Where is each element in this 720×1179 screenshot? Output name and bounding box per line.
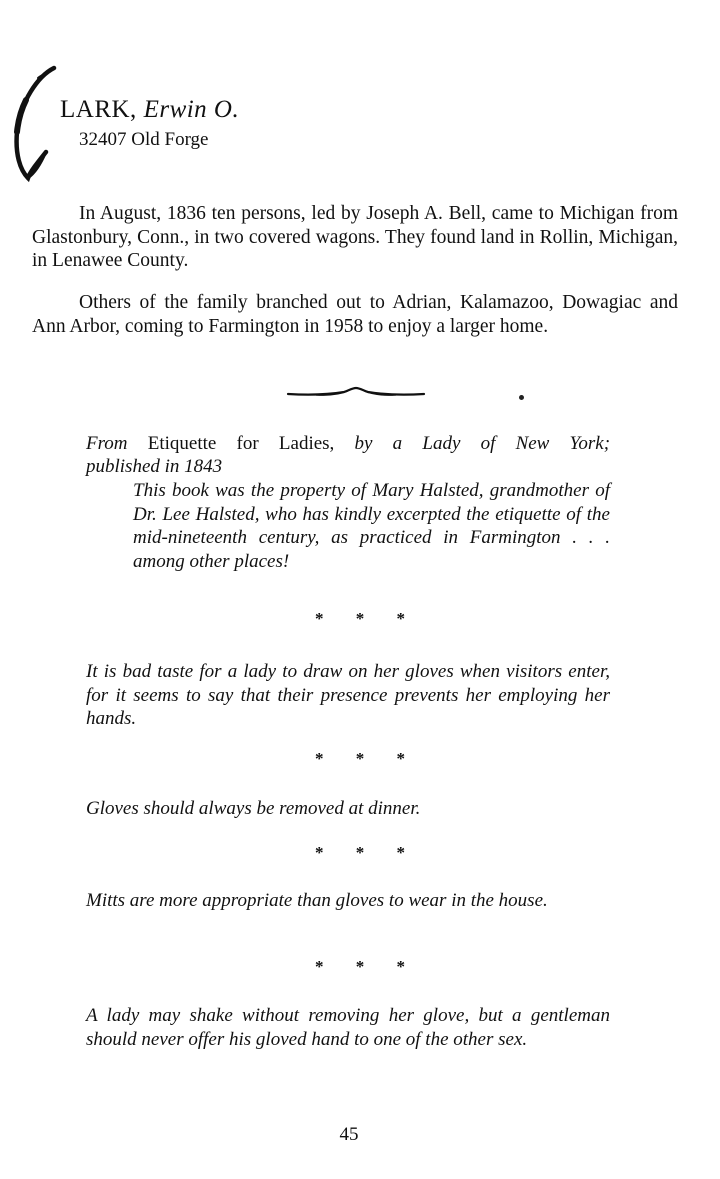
source-citation [86,432,610,456]
publication-date: published in 1843 [86,456,223,477]
dropcap-letter-c [8,62,72,192]
entry-address: 32407 Old Forge [79,129,209,150]
etiquette-rule-4: A lady may shake without removing her glove, but a gentleman should never offer his gloved hand to one of the other sex. [86,1005,610,1050]
book-provenance-note: This book was the property of Mary Halsted, grandmother of Dr. Lee Halsted, who has kindly excerpted the etiquette of the mid-nineteenth century, as practiced in Farmington . . . among other places! [133,480,610,572]
history-paragraph-1 [32,202,678,273]
book-byline: by a Lady of New York; [354,433,611,454]
decorative-divider [286,386,426,400]
history-paragraph-2-text: Others of the family branched out to Adrian, Kalamazoo, Dowagiac and Ann Arbor, coming to Farmington in 1958 to enjoy a larger home. [32,292,678,337]
history-paragraph-2 [32,291,678,338]
given-name: Erwin O. [143,96,240,123]
separator-stars-3: * * * [315,843,419,862]
etiquette-rule-2: Gloves should always be removed at dinner. [86,798,421,819]
surname: LARK, [60,96,137,123]
etiquette-rule-1: It is bad taste for a lady to draw on her gloves when visitors enter, for it seems to say that their presence prevents her employing her hands. [86,661,610,729]
entry-name [60,96,239,124]
separator-stars-2: * * * [315,749,419,768]
page-number: 45 [339,1124,359,1145]
history-paragraph-1-text: In August, 1836 ten persons, led by Joseph A. Bell, came to Michigan from Glastonbury, Conn., in two covered wagons. They found land in Rollin, Michigan, in Lenawee County. [32,203,678,271]
book-title: Etiquette for Ladies, [147,433,335,454]
separator-stars-1: * * * [315,609,419,628]
source-from: From [86,433,128,454]
etiquette-rule-3: Mitts are more appropriate than gloves to wear in the house. [86,890,548,911]
separator-stars-4: * * * [315,957,419,976]
divider-dot [519,395,524,400]
